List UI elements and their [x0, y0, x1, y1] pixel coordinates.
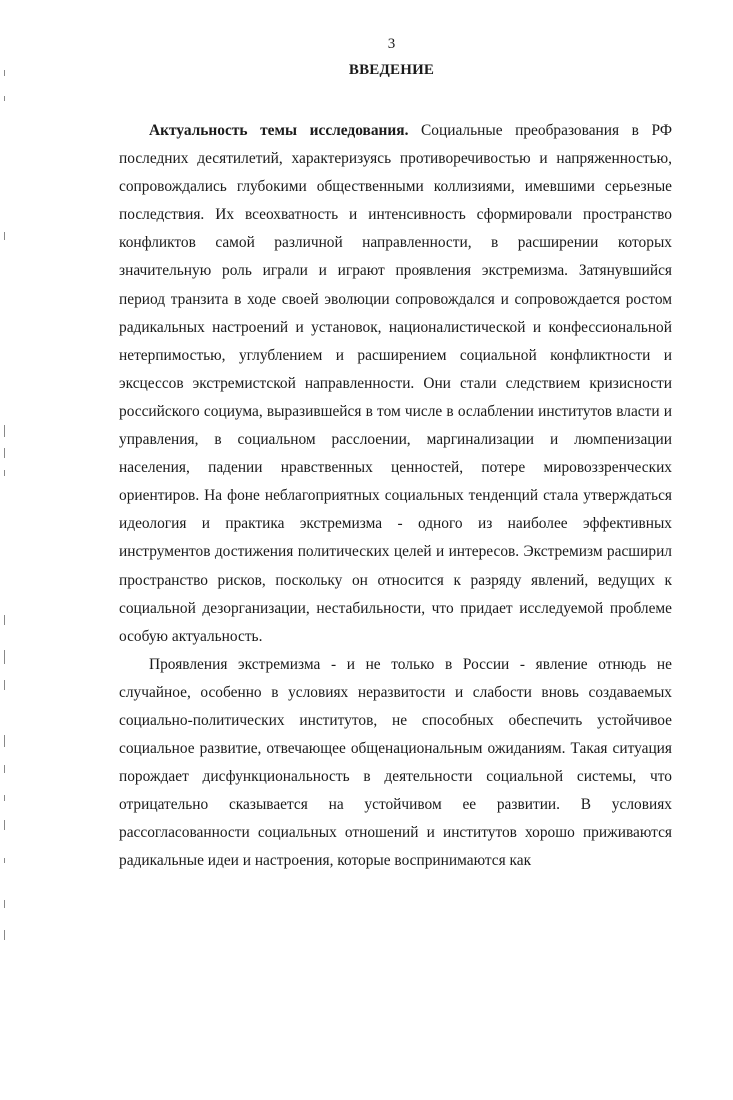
section-heading: ВВЕДЕНИЕ [348, 62, 435, 78]
paragraph-2-text: Проявления экстремизма - и не только в России - явление отнюдь не случайное, особенно в условиях неразвитости и слабости вновь создаваемых социально-политических институтов, не способных обеспечить устойчивое социальное развитие, отвечающее общенациональным ожиданиям. Такая ситуация порождает дисфункциональность в деятельности социальной системы, что отрицательно сказывается на устойчивом ее развитии. В условиях рассогласованности социальных отношений и институтов хорошо приживаются радикальные идеи и настроения, которые воспринимаются как [119, 655, 672, 870]
paragraph-1-lead: Актуальность темы исследования. [149, 122, 409, 139]
page-number: 3 [387, 36, 396, 52]
paragraph-2 [119, 651, 672, 876]
body-text [119, 117, 672, 876]
paragraph-1 [119, 117, 672, 651]
paragraph-1-text: Социальные преобразования в РФ последних десятилетий, характеризуясь противоречивостью и напряженностью, сопровождались глубокими общественными коллизиями, имевшими серьезные последствия. Их всеохватность и интенсивность сформировали пространство конфликтов самой различной направленности, в расширении которых значительную роль играли и играют проявления экстремизма. Затянувшийся период транзита в ходе своей эволюции сопровождался и сопровождается ростом радикальных настроений и установок, националистической и конфессиональной нетерпимостью, углублением и расширением социальной конфликтности и эксцессов экстремистской направленности. Они стали следствием кризисности российского социума, выразившейся в том числе в ослаблении институтов власти и управления, в социальном расслоении, маргинализации и люмпенизации населения, падении нравственных ценностей, потере мировоззренческих ориентиров. На фоне неблагоприятных социальных тенденций стала утверждаться идеология и практика экстремизма - одного из наиболее эффективных инструментов достижения политических целей и интересов. Экстремизм расширил пространство рисков, поскольку он относится к разряду явлений, ведущих к социальной дезорганизации, нестабильности, что придает исследуемой проблеме особую актуальность. [119, 122, 672, 645]
scan-artifacts [0, 0, 12, 1100]
